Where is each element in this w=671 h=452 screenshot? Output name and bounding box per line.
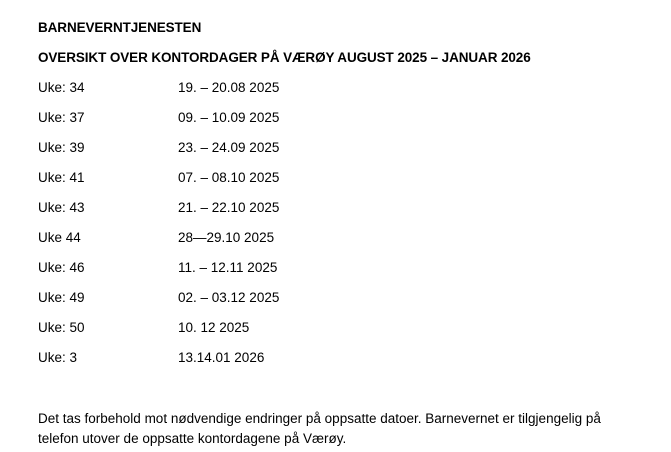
department-heading: BARNEVERNTJENESTEN — [38, 20, 202, 35]
week-label: Uke: 39 — [38, 140, 85, 155]
schedule-row — [38, 200, 438, 230]
week-label: Uke: 3 — [38, 350, 78, 365]
schedule-row — [38, 170, 438, 200]
schedule-row — [38, 230, 438, 260]
date-range: 10. 12 2025 — [178, 320, 250, 335]
schedule-list — [38, 80, 438, 380]
date-range: 07. – 08.10 2025 — [178, 170, 280, 185]
date-range: 19. – 20.08 2025 — [178, 80, 280, 95]
schedule-row — [38, 290, 438, 320]
date-range: 21. – 22.10 2025 — [178, 200, 280, 215]
week-label: Uke: 49 — [38, 290, 85, 305]
date-range: 09. – 10.09 2025 — [178, 110, 280, 125]
schedule-row — [38, 140, 438, 170]
date-range: 02. – 03.12 2025 — [178, 290, 280, 305]
week-label: Uke 44 — [38, 230, 81, 245]
disclaimer-note — [38, 409, 638, 449]
disclaimer-line: Det tas forbehold mot nødvendige endringer på oppsatte datoer. Barnevernet er tilgjengelig på — [38, 411, 601, 426]
schedule-row — [38, 80, 438, 110]
week-label: Uke: 37 — [38, 110, 85, 125]
date-range: 23. – 24.09 2025 — [178, 140, 280, 155]
week-label: Uke: 46 — [38, 260, 85, 275]
week-label: Uke: 43 — [38, 200, 85, 215]
page-title: OVERSIKT OVER KONTORDAGER PÅ VÆRØY AUGUST 2025 – JANUAR 2026 — [38, 50, 531, 65]
schedule-row — [38, 320, 438, 350]
date-range: 28—29.10 2025 — [178, 230, 275, 245]
week-label: Uke: 50 — [38, 320, 85, 335]
disclaimer-line: telefon utover de oppsatte kontordagene på Værøy. — [38, 431, 347, 446]
date-range: 11. – 12.11 2025 — [178, 260, 278, 275]
week-label: Uke: 41 — [38, 170, 85, 185]
schedule-row — [38, 110, 438, 140]
date-range: 13.14.01 2026 — [178, 350, 265, 365]
week-label: Uke: 34 — [38, 80, 85, 95]
schedule-row — [38, 260, 438, 290]
schedule-row — [38, 350, 438, 380]
